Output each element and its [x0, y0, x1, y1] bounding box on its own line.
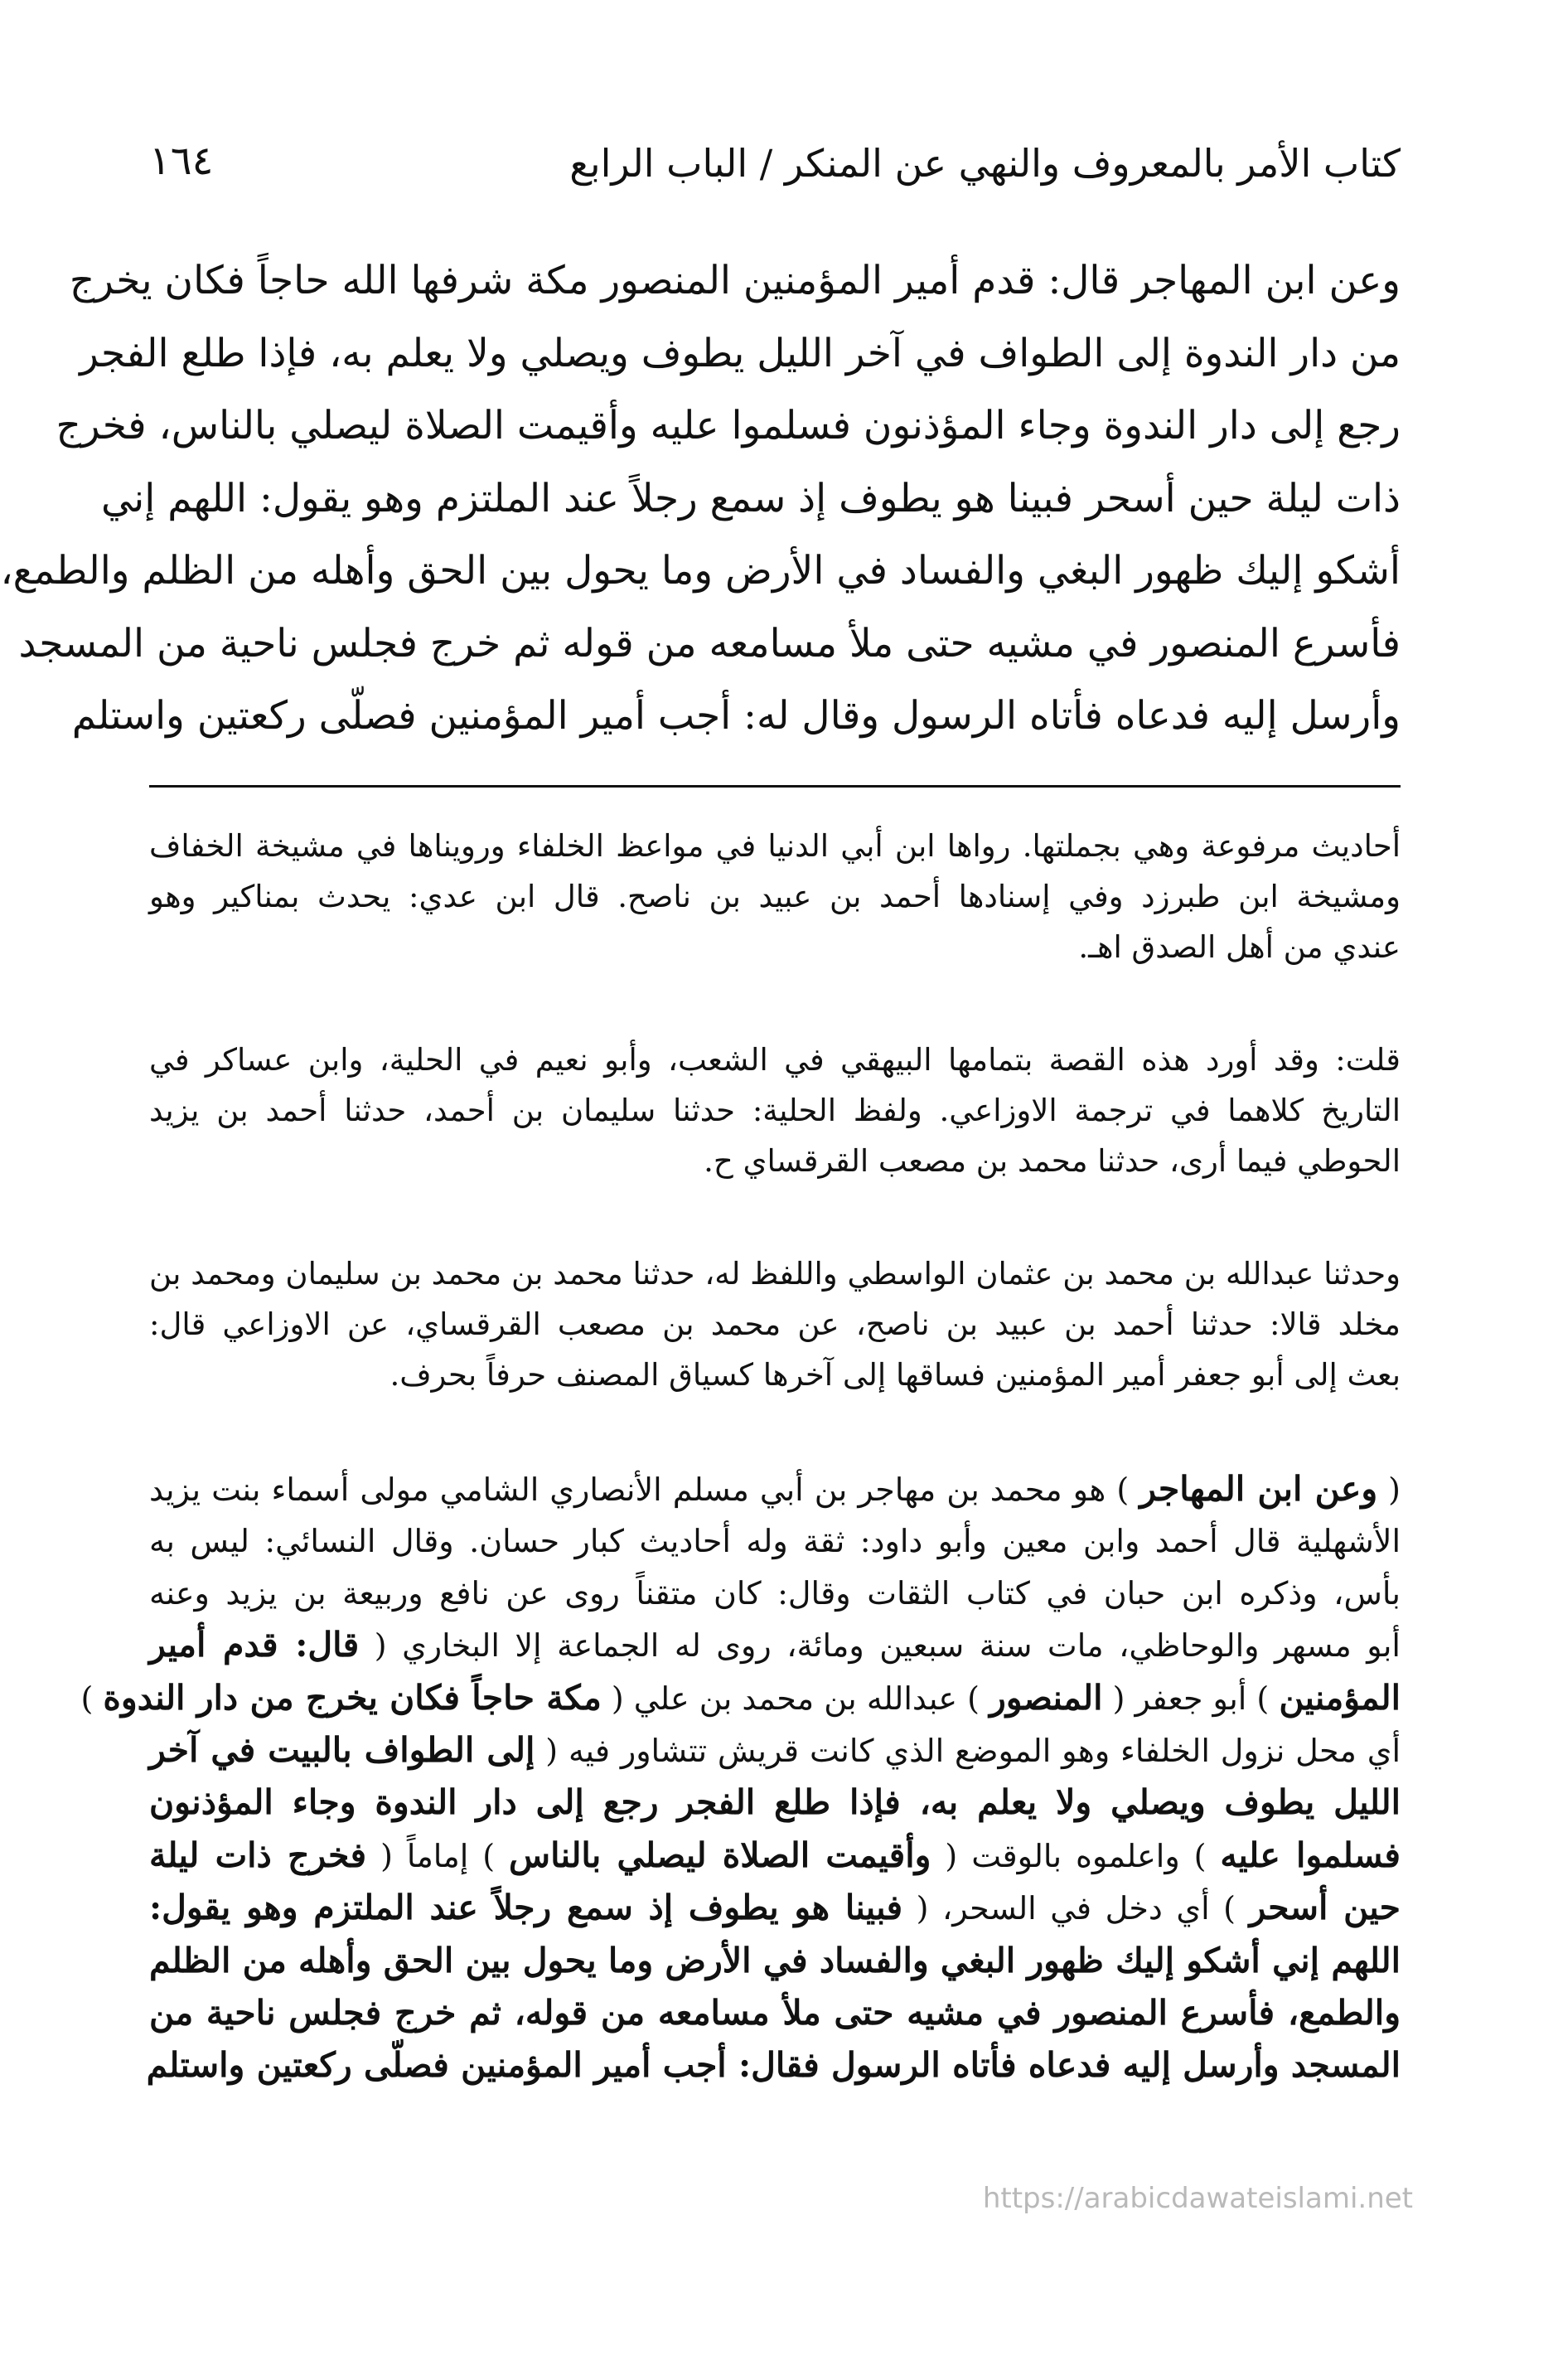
- commentary-bold: والطمع، فأسرع المنصور في مشيه حتى ملأ مسامعه من قوله، ثم خرج فجلس ناحية من: [149, 1993, 1401, 2033]
- commentary-text: ) هو محمد بن مهاجر بن أبي مسلم الأنصاري الشامي مولى أسماء بنت يزيد: [149, 1471, 1140, 1508]
- commentary-bold: فبينا هو يطوف إذ سمع رجلاً عند الملتزم وهو يقول:: [149, 1888, 903, 1928]
- commentary-bold: المؤمنين: [1279, 1677, 1401, 1718]
- footnote-line: التاريخ كلاهما في ترجمة الاوزاعي. ولفظ الحلية: حدثنا سليمان بن أحمد، حدثنا أحمد بن يزيد: [149, 1093, 1401, 1128]
- watermark-url[interactable]: https://arabicdawateislami.net: [982, 2182, 1413, 2215]
- main-text-line: من دار الندوة إلى الطواف في آخر الليل يطوف ويصلي ولا يعلم به، فإذا طلع الفجر: [80, 330, 1401, 376]
- footnote-line: عندي من أهل الصدق اهـ.: [1078, 929, 1401, 965]
- commentary-line: [149, 1463, 1401, 1515]
- main-text-line: رجع إلى دار الندوة وجاء المؤذنون فسلموا عليه وأقيمت الصلاة ليصلي بالناس، فخرج: [56, 403, 1401, 448]
- main-text-line: وأرسل إليه فدعاه فأتاه الرسول وقال له: أجب أمير المؤمنين فصلّى ركعتين واستلم: [71, 693, 1401, 739]
- commentary-text: ) واعلموه بالوقت (: [931, 1837, 1221, 1874]
- footnote-separator: [149, 785, 1401, 788]
- commentary-bold: المنصور: [989, 1677, 1103, 1718]
- page-header: [149, 133, 1401, 199]
- commentary-bold: حين أسحر: [1249, 1888, 1401, 1928]
- footnote-line: أحاديث مرفوعة وهي بجملتها. رواها ابن أبي الدنيا في مواعظ الخلفاء ورويناها في مشيخة الخفاف: [149, 828, 1401, 864]
- commentary-text: أي محل نزول الخلفاء وهو الموضع الذي كانت قريش تتشاور فيه (: [535, 1733, 1401, 1770]
- commentary-line: [149, 1724, 1401, 1777]
- commentary-text: ) عبدالله بن محمد بن علي (: [601, 1680, 989, 1717]
- commentary-line: [149, 1935, 1401, 1987]
- commentary-line: [149, 1515, 1401, 1567]
- commentary-text: ) أبو جعفر (: [1102, 1680, 1280, 1717]
- commentary-line: [149, 1777, 1401, 1829]
- commentary-line: [149, 1882, 1401, 1934]
- page-number: ١٦٤: [149, 138, 214, 184]
- commentary-bold: المسجد وأرسل إليه فدعاه فأتاه الرسول فقال: أجب أمير المؤمنين فصلّى ركعتين واستلم: [146, 2045, 1401, 2086]
- footnote-line: الحوطي فيما أرى، حدثنا محمد بن مصعب القرقساي ح.: [704, 1143, 1401, 1179]
- footnote-line: مخلد قالا: حدثنا أحمد بن عبيد بن ناصح، عن محمد بن مصعب القرقساي، عن الاوزاعي قال:: [149, 1306, 1401, 1342]
- main-text: [0, 245, 1401, 753]
- footnote-line: بعث إلى أبو جعفر أمير المؤمنين فساقها إلى آخرها كسياق المصنف حرفاً بحرف.: [390, 1357, 1401, 1393]
- footnote-line: ومشيخة ابن طبرزد وفي إسنادها أحمد بن عبيد بن ناصح. قال ابن عدي: يحدث بمناكير وهو: [149, 879, 1401, 914]
- footnote-line: وحدثنا عبدالله بن محمد بن عثمان الواسطي واللفظ له، حدثنا محمد بن محمد بن سليمان ومحمد بن: [149, 1256, 1401, 1292]
- footnote-line: قلت: وقد أورد هذه القصة بتمامها البيهقي في الشعب، وأبو نعيم في الحلية، وابن عساكر في: [149, 1042, 1401, 1078]
- commentary-bold: مكة حاجاً فكان يخرج من دار الندوة: [103, 1677, 602, 1718]
- commentary-bold: قال: قدم أمير: [149, 1625, 360, 1665]
- commentary-text: الأشهلية قال أحمد وابن معين وأبو داود: ثقة وله أحاديث كبار حسان. وقال النسائي: ليس به: [149, 1523, 1401, 1560]
- main-text-line: أشكو إليك ظهور البغي والفساد في الأرض وما يحول بين الحق وأهله من الظلم والطمع،: [0, 548, 1401, 594]
- commentary-line: [80, 1672, 1401, 1724]
- commentary-text: ): [80, 1680, 104, 1717]
- footnote-2: [149, 1035, 1401, 1186]
- commentary-bold: اللهم إني أشكو إليك ظهور البغي والفساد في الأرض وما يحول بين الحق وأهله من الظلم: [148, 1940, 1401, 1980]
- commentary-line: [149, 1568, 1401, 1619]
- commentary-bold: إلى الطواف بالبيت في آخر: [149, 1730, 535, 1771]
- main-text-line: فأسرع المنصور في مشيه حتى ملأ مسامعه من قوله ثم خرج فجلس ناحية من المسجد: [18, 620, 1401, 666]
- commentary-line: [146, 2039, 1401, 2092]
- commentary-line: [149, 1619, 1401, 1671]
- commentary-text: أبو مسهر والوحاظي، مات سنة سبعين ومائة، روى له الجماعة إلا البخاري (: [359, 1627, 1401, 1665]
- commentary-text: ) إماماً (: [366, 1837, 510, 1874]
- commentary-bold: فسلموا عليه: [1220, 1835, 1401, 1875]
- running-title: كتاب الأمر بالمعروف والنهي عن المنكر / الباب الرابع: [569, 141, 1401, 186]
- commentary-bold: فخرج ذات ليلة: [149, 1835, 367, 1875]
- commentary-text: ) أي دخل في السحر، (: [902, 1890, 1250, 1927]
- main-text-line: ذات ليلة حين أسحر فبينا هو يطوف إذ سمع رجلاً عند الملتزم وهو يقول: اللهم إني: [100, 475, 1401, 521]
- commentary-text: بأس، وذكره ابن حبان في كتاب الثقات وقال: كان متقناً روى عن نافع وربيعة بن يزيد وعنه: [149, 1574, 1401, 1612]
- commentary-bold: الليل يطوف ويصلي ولا يعلم به، فإذا طلع الفجر رجع إلى دار الندوة وجاء المؤذنون: [149, 1782, 1401, 1823]
- commentary: [80, 1463, 1401, 2092]
- footnote-3: [149, 1248, 1401, 1400]
- commentary-text: (: [1377, 1471, 1401, 1508]
- commentary-bold: وعن ابن المهاجر: [1139, 1469, 1378, 1509]
- commentary-line: [149, 1987, 1401, 2039]
- main-text-line: وعن ابن المهاجر قال: قدم أمير المؤمنين المنصور مكة شرفها الله حاجاً فكان يخرج: [69, 258, 1401, 303]
- footnote-1: [149, 821, 1401, 972]
- commentary-bold: وأقيمت الصلاة ليصلي بالناس: [509, 1835, 931, 1875]
- commentary-line: [149, 1830, 1401, 1882]
